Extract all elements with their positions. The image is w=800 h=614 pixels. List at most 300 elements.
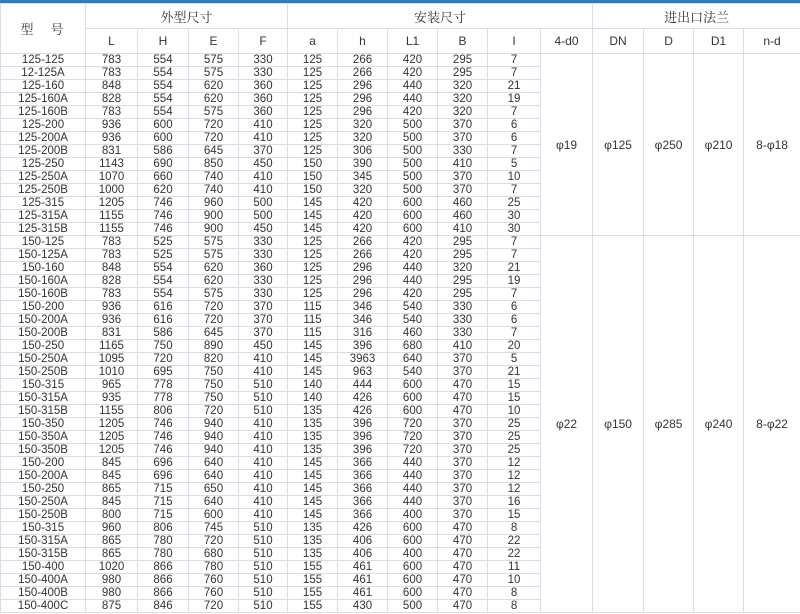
- dimension-cell: 7: [488, 327, 541, 340]
- dimension-cell: 266: [338, 249, 388, 262]
- dimension-cell: 940: [189, 444, 239, 457]
- dimension-cell: 316: [338, 327, 388, 340]
- col-header-h: h: [338, 29, 388, 54]
- dimension-cell: 366: [338, 483, 388, 496]
- dimension-cell: 330: [239, 249, 288, 262]
- dimension-cell: 510: [239, 600, 288, 613]
- dimension-cell: 370: [438, 496, 488, 509]
- dimension-cell: 600: [189, 509, 239, 522]
- dimension-cell: 125: [288, 262, 338, 275]
- dimension-cell: 510: [239, 535, 288, 548]
- model-cell: 150-400: [1, 561, 86, 574]
- dimension-cell: 295: [438, 249, 488, 262]
- flange-cell-D: φ250: [644, 54, 694, 236]
- dimension-cell: 410: [239, 171, 288, 184]
- dimension-cell: 145: [288, 197, 338, 210]
- model-cell: 150-315: [1, 522, 86, 535]
- dimension-cell: 426: [338, 522, 388, 535]
- dimension-cell: 370: [438, 444, 488, 457]
- dimension-cell: 745: [189, 522, 239, 535]
- dimension-cell: 396: [338, 340, 388, 353]
- dimension-cell: 306: [338, 145, 388, 158]
- dimension-cell: 125: [288, 249, 338, 262]
- col-header-F: F: [239, 29, 288, 54]
- dimension-cell: 850: [189, 158, 239, 171]
- dimension-cell: 645: [189, 327, 239, 340]
- dimension-cell: 420: [388, 67, 438, 80]
- dimension-cell: 783: [86, 106, 138, 119]
- dimension-cell: 10: [488, 171, 541, 184]
- dimension-cell: 510: [239, 587, 288, 600]
- dimension-cell: 396: [338, 431, 388, 444]
- dimension-cell: 320: [438, 93, 488, 106]
- model-cell: 150-200: [1, 301, 86, 314]
- model-cell: 150-125: [1, 236, 86, 249]
- dimension-cell: 8: [488, 600, 541, 613]
- dimension-cell: 15: [488, 392, 541, 405]
- dimension-cell: 1155: [86, 223, 138, 236]
- dimension-cell: 25: [488, 431, 541, 444]
- dimension-cell: 778: [138, 379, 189, 392]
- dimension-cell: 846: [138, 600, 189, 613]
- dimension-cell: 155: [288, 600, 338, 613]
- dimension-cell: 746: [138, 210, 189, 223]
- dimension-cell: 7: [488, 106, 541, 119]
- dimension-cell: 540: [388, 314, 438, 327]
- dimension-cell: 783: [86, 288, 138, 301]
- dimension-cell: 575: [189, 67, 239, 80]
- dimension-cell: 780: [138, 535, 189, 548]
- table-row: [1, 54, 800, 67]
- flange-cell-D1: φ210: [694, 54, 744, 236]
- dimension-cell: 430: [338, 600, 388, 613]
- group-header-mounting-dimensions: 安装尺寸: [288, 4, 593, 29]
- dimension-cell: 720: [189, 301, 239, 314]
- model-cell: 150-315B: [1, 548, 86, 561]
- dimension-cell: 7: [488, 236, 541, 249]
- dimension-cell: 150: [288, 158, 338, 171]
- flange-cell-n-d: 8-φ18: [744, 54, 800, 236]
- dimension-cell: 25: [488, 418, 541, 431]
- dimension-cell: 410: [239, 353, 288, 366]
- model-cell: 125-160A: [1, 93, 86, 106]
- dimension-cell: 370: [438, 184, 488, 197]
- dimension-cell: 440: [388, 275, 438, 288]
- dimension-cell: 600: [138, 119, 189, 132]
- dimension-cell: 1155: [86, 405, 138, 418]
- dimension-cell: 19: [488, 93, 541, 106]
- dimension-cell: 115: [288, 301, 338, 314]
- dimension-cell: 510: [239, 561, 288, 574]
- dimension-cell: 500: [388, 132, 438, 145]
- dimension-cell: 135: [288, 535, 338, 548]
- col-header-D1: D1: [694, 29, 744, 54]
- dimension-cell: 620: [138, 184, 189, 197]
- dimension-cell: 806: [138, 405, 189, 418]
- dimension-cell: 155: [288, 587, 338, 600]
- dimension-cell: 746: [138, 444, 189, 457]
- dimension-cell: 150: [288, 171, 338, 184]
- dimension-cell: 845: [86, 496, 138, 509]
- col-header-L: L: [86, 29, 138, 54]
- model-cell: 125-315A: [1, 210, 86, 223]
- header-group-row: [1, 4, 800, 29]
- model-cell: 125-200: [1, 119, 86, 132]
- dimension-cell: 320: [438, 106, 488, 119]
- dimension-cell: 510: [239, 574, 288, 587]
- dimension-cell: 1000: [86, 184, 138, 197]
- dimension-cell: 330: [438, 327, 488, 340]
- dimension-cell: 360: [239, 93, 288, 106]
- dimension-cell: 783: [86, 67, 138, 80]
- dimension-cell: 366: [338, 470, 388, 483]
- dimension-cell: 410: [239, 509, 288, 522]
- dimension-cell: 366: [338, 457, 388, 470]
- dimension-cell: 426: [338, 392, 388, 405]
- dimension-cell: 420: [388, 106, 438, 119]
- dimension-cell: 330: [239, 275, 288, 288]
- dimension-cell: 440: [388, 93, 438, 106]
- dimension-cell: 11: [488, 561, 541, 574]
- col-header-a: a: [288, 29, 338, 54]
- dimension-cell: 720: [189, 535, 239, 548]
- dimension-cell: 296: [338, 93, 388, 106]
- model-cell: 150-200B: [1, 327, 86, 340]
- dimension-cell: 828: [86, 93, 138, 106]
- dimension-cell: 295: [438, 288, 488, 301]
- dimension-cell: 848: [86, 80, 138, 93]
- dimension-cell: 783: [86, 54, 138, 67]
- model-cell: 150-400A: [1, 574, 86, 587]
- dimension-cell: 420: [388, 54, 438, 67]
- dimension-cell: 295: [438, 67, 488, 80]
- model-cell: 125-250A: [1, 171, 86, 184]
- dimension-cell: 420: [338, 197, 388, 210]
- dimension-cell: 980: [86, 574, 138, 587]
- dimension-cell: 370: [438, 431, 488, 444]
- dimension-cell: 125: [288, 119, 338, 132]
- dimension-cell: 145: [288, 340, 338, 353]
- dimension-cell: 135: [288, 418, 338, 431]
- dimension-cell: 461: [338, 561, 388, 574]
- dimension-cell: 400: [388, 548, 438, 561]
- dimension-cell: 470: [438, 548, 488, 561]
- dimension-cell: 1205: [86, 444, 138, 457]
- dimension-cell: 7: [488, 184, 541, 197]
- model-cell: 150-315: [1, 379, 86, 392]
- dimension-cell: 470: [438, 522, 488, 535]
- dimension-cell: 7: [488, 145, 541, 158]
- dimension-cell: 1205: [86, 431, 138, 444]
- dimension-cell: 16: [488, 496, 541, 509]
- dimension-cell: 900: [189, 210, 239, 223]
- dimension-cell: 145: [288, 470, 338, 483]
- dimension-cell: 660: [138, 171, 189, 184]
- dimension-cell: 266: [338, 54, 388, 67]
- dimension-cell: 420: [388, 288, 438, 301]
- dimension-cell: 696: [138, 470, 189, 483]
- dimension-cell: 320: [338, 132, 388, 145]
- dimension-cell: 30: [488, 223, 541, 236]
- dimension-cell: 1070: [86, 171, 138, 184]
- dimension-cell: 554: [138, 288, 189, 301]
- dimension-cell: 135: [288, 431, 338, 444]
- dimension-cell: 370: [438, 509, 488, 522]
- flange-cell-4-d0: φ22: [541, 236, 593, 613]
- dimension-cell: 695: [138, 366, 189, 379]
- dimension-cell: 778: [138, 392, 189, 405]
- dimension-cell: 460: [438, 197, 488, 210]
- flange-cell-DN: φ150: [593, 236, 644, 613]
- dimension-cell: 696: [138, 457, 189, 470]
- col-header-DN: DN: [593, 29, 644, 54]
- model-cell: 125-315: [1, 197, 86, 210]
- dimension-cell: 875: [86, 600, 138, 613]
- dimension-cell: 21: [488, 366, 541, 379]
- dimension-cell: 690: [138, 158, 189, 171]
- dimension-cell: 360: [239, 106, 288, 119]
- table-body: [1, 54, 800, 613]
- dimension-cell: 125: [288, 132, 338, 145]
- dimension-cell: 540: [388, 301, 438, 314]
- model-cell: 125-200A: [1, 132, 86, 145]
- dimension-cell: 1165: [86, 340, 138, 353]
- dimension-cell: 296: [338, 80, 388, 93]
- dimension-cell: 600: [388, 522, 438, 535]
- dimension-cell: 575: [189, 249, 239, 262]
- dimension-cell: 346: [338, 301, 388, 314]
- dimension-cell: 6: [488, 301, 541, 314]
- dimension-cell: 500: [388, 145, 438, 158]
- dimension-cell: 620: [189, 275, 239, 288]
- dimension-cell: 750: [189, 366, 239, 379]
- dimension-cell: 12: [488, 470, 541, 483]
- dimension-cell: 1010: [86, 366, 138, 379]
- dimension-cell: 575: [189, 236, 239, 249]
- dimension-cell: 600: [388, 405, 438, 418]
- dimension-cell: 470: [438, 561, 488, 574]
- dimension-cell: 396: [338, 444, 388, 457]
- dimension-cell: 320: [438, 262, 488, 275]
- dimension-cell: 145: [288, 496, 338, 509]
- dimension-cell: 1095: [86, 353, 138, 366]
- dimension-cell: 145: [288, 509, 338, 522]
- model-cell: 150-315A: [1, 392, 86, 405]
- dimension-cell: 5: [488, 353, 541, 366]
- dimension-cell: 500: [388, 171, 438, 184]
- dimension-cell: 720: [138, 353, 189, 366]
- model-cell: 150-250B: [1, 509, 86, 522]
- dimension-cell: 366: [338, 496, 388, 509]
- dimension-cell: 330: [438, 314, 488, 327]
- dimension-cell: 135: [288, 444, 338, 457]
- dimension-cell: 783: [86, 249, 138, 262]
- dimension-cell: 440: [388, 80, 438, 93]
- dimension-cell: 410: [438, 158, 488, 171]
- dimension-cell: 848: [86, 262, 138, 275]
- dimension-cell: 145: [288, 223, 338, 236]
- dimension-cell: 370: [438, 457, 488, 470]
- dimension-cell: 935: [86, 392, 138, 405]
- col-header-D: D: [644, 29, 694, 54]
- dimension-cell: 1020: [86, 561, 138, 574]
- dimension-cell: 645: [189, 145, 239, 158]
- dimension-cell: 820: [189, 353, 239, 366]
- dimension-cell: 525: [138, 236, 189, 249]
- dimension-cell: 865: [86, 548, 138, 561]
- dimension-cell: 500: [388, 158, 438, 171]
- dimension-cell: 640: [189, 457, 239, 470]
- dimension-cell: 155: [288, 574, 338, 587]
- dimension-cell: 720: [189, 600, 239, 613]
- dimension-cell: 620: [189, 93, 239, 106]
- dimension-cell: 396: [338, 418, 388, 431]
- dimension-cell: 125: [288, 236, 338, 249]
- model-cell: 150-250B: [1, 366, 86, 379]
- dimension-cell: 616: [138, 314, 189, 327]
- dimension-cell: 410: [239, 418, 288, 431]
- dimension-cell: 780: [138, 548, 189, 561]
- model-cell: 125-315B: [1, 223, 86, 236]
- dimension-cell: 330: [239, 236, 288, 249]
- dimension-cell: 330: [239, 67, 288, 80]
- dimension-cell: 680: [189, 548, 239, 561]
- dimension-cell: 3963: [338, 353, 388, 366]
- dimension-cell: 346: [338, 314, 388, 327]
- dimension-cell: 135: [288, 405, 338, 418]
- model-cell: 150-250: [1, 483, 86, 496]
- dimension-cell: 554: [138, 106, 189, 119]
- dimension-cell: 296: [338, 106, 388, 119]
- dimension-cell: 470: [438, 405, 488, 418]
- group-header-exterior-dimensions: 外型尺寸: [86, 4, 288, 29]
- dimension-cell: 750: [138, 340, 189, 353]
- dimension-cell: 640: [189, 496, 239, 509]
- dimension-cell: 554: [138, 262, 189, 275]
- dimension-cell: 510: [239, 392, 288, 405]
- dimension-cell: 320: [338, 184, 388, 197]
- dimension-cell: 125: [288, 54, 338, 67]
- dimension-cell: 410: [239, 496, 288, 509]
- dimension-cell: 960: [189, 197, 239, 210]
- dimension-cell: 963: [338, 366, 388, 379]
- header-columns-row: [1, 29, 800, 54]
- dimension-cell: 8: [488, 522, 541, 535]
- dimension-cell: 145: [288, 366, 338, 379]
- dimension-cell: 7: [488, 249, 541, 262]
- dimension-cell: 720: [189, 132, 239, 145]
- dimension-cell: 750: [189, 392, 239, 405]
- model-cell: 150-315B: [1, 405, 86, 418]
- dimension-cell: 155: [288, 561, 338, 574]
- dimension-cell: 440: [388, 457, 438, 470]
- dimension-cell: 370: [438, 132, 488, 145]
- dimension-cell: 940: [189, 431, 239, 444]
- dimension-cell: 370: [438, 119, 488, 132]
- model-cell: 150-350: [1, 418, 86, 431]
- dimension-cell: 600: [138, 132, 189, 145]
- dimension-cell: 1205: [86, 418, 138, 431]
- model-cell: 150-350A: [1, 431, 86, 444]
- dimension-cell: 500: [388, 600, 438, 613]
- dimension-cell: 1143: [86, 158, 138, 171]
- dimension-cell: 115: [288, 314, 338, 327]
- dimension-cell: 780: [189, 561, 239, 574]
- dimension-cell: 831: [86, 145, 138, 158]
- dimension-cell: 715: [138, 496, 189, 509]
- flange-cell-D: φ285: [644, 236, 694, 613]
- dimension-cell: 10: [488, 574, 541, 587]
- dimension-cell: 866: [138, 574, 189, 587]
- dimension-cell: 461: [338, 574, 388, 587]
- dimension-cell: 295: [438, 54, 488, 67]
- dimension-cell: 640: [189, 470, 239, 483]
- dimension-cell: 22: [488, 535, 541, 548]
- model-cell: 150-315A: [1, 535, 86, 548]
- dimension-cell: 600: [388, 197, 438, 210]
- dimension-cell: 266: [338, 236, 388, 249]
- dimension-cell: 22: [488, 548, 541, 561]
- dimension-cell: 575: [189, 54, 239, 67]
- dimension-cell: 7: [488, 67, 541, 80]
- dimension-cell: 831: [86, 327, 138, 340]
- col-header-L1: L1: [388, 29, 438, 54]
- dimension-cell: 720: [388, 444, 438, 457]
- dimension-cell: 600: [388, 561, 438, 574]
- dimension-cell: 390: [338, 158, 388, 171]
- dimension-cell: 470: [438, 574, 488, 587]
- dimension-cell: 450: [239, 223, 288, 236]
- dimension-cell: 370: [438, 366, 488, 379]
- col-header-H: H: [138, 29, 189, 54]
- dimension-cell: 370: [239, 327, 288, 340]
- dimension-cell: 125: [288, 67, 338, 80]
- dimension-cell: 19: [488, 275, 541, 288]
- model-cell: 150-160B: [1, 288, 86, 301]
- dimension-cell: 21: [488, 262, 541, 275]
- dimension-cell: 410: [438, 340, 488, 353]
- model-cell: 125-125: [1, 54, 86, 67]
- dimension-cell: 600: [388, 210, 438, 223]
- dimension-cell: 960: [86, 522, 138, 535]
- dimension-cell: 600: [388, 223, 438, 236]
- model-cell: 125-160: [1, 80, 86, 93]
- dimension-cell: 845: [86, 457, 138, 470]
- dimension-cell: 370: [438, 483, 488, 496]
- dimension-cell: 410: [438, 223, 488, 236]
- dimension-cell: 760: [189, 587, 239, 600]
- dimension-cell: 6: [488, 314, 541, 327]
- dimension-cell: 965: [86, 379, 138, 392]
- dimension-cell: 295: [438, 236, 488, 249]
- model-cell: 150-400C: [1, 600, 86, 613]
- dimension-cell: 720: [388, 418, 438, 431]
- dimension-cell: 10: [488, 405, 541, 418]
- col-header-B: B: [438, 29, 488, 54]
- dimension-cell: 420: [388, 249, 438, 262]
- dimension-cell: 586: [138, 145, 189, 158]
- dimension-cell: 345: [338, 171, 388, 184]
- dimension-cell: 866: [138, 561, 189, 574]
- model-cell: 150-250A: [1, 496, 86, 509]
- dimension-cell: 746: [138, 418, 189, 431]
- dimension-cell: 426: [338, 405, 388, 418]
- dimension-cell: 12: [488, 457, 541, 470]
- dimension-cell: 370: [438, 470, 488, 483]
- dimension-cell: 410: [239, 366, 288, 379]
- dimension-cell: 470: [438, 600, 488, 613]
- dimension-cell: 440: [388, 483, 438, 496]
